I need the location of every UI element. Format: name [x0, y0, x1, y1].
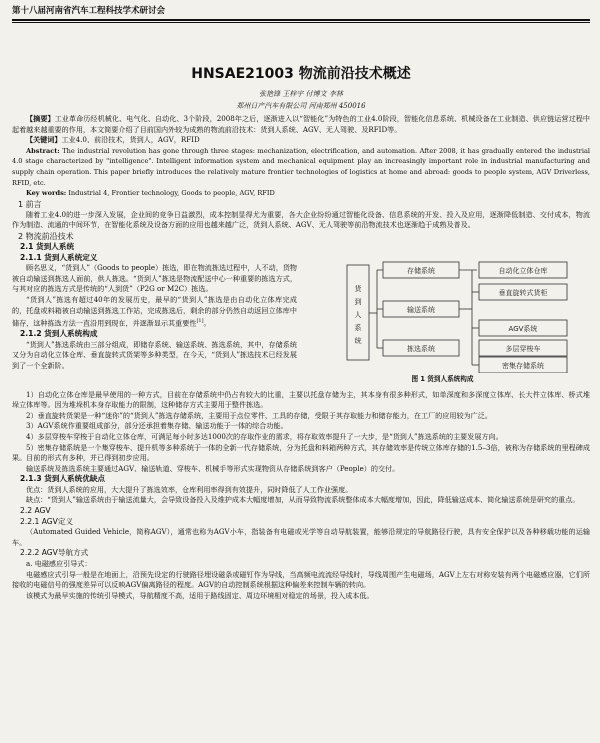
section-1-heading: 1 前言 [18, 199, 42, 209]
keywords-en-label: Key words: [26, 189, 67, 198]
fig-label-shuttle: 多层穿梭车 [505, 344, 541, 353]
keywords-en [12, 188, 590, 199]
fig-label-dense: 密集存储系统 [502, 361, 544, 370]
list-item-2: 2）垂直旋转货架是一种“迷你”的“货到人”拣选存储系统，主要用于点位零件、工具的存储，受限于其存取能力和储存能力，在工厂的应用较为广泛。 [26, 410, 492, 420]
transport-paragraph: 输送系统及拣选系统主要通过AGV、输送轨道、穿梭车、机械手等形式实现物资从存储系统到客户（People）的交付。 [26, 463, 400, 473]
agv-definition-paragraph: （Automated Guided Vehicle，简称AGV），通常也称为AGV小车，指装备有电磁或光学等自动导航装置，能够沿规定的导航路径行驶，具有安全保护以及各种移载功能的运输车。 [12, 527, 590, 547]
fig-root-c5: 统 [354, 336, 362, 345]
list-item-5: 5）密集存储系统是一个集穿梭车、提升机等多种系统于一体的全新一代存储系统，分为托盘和料箱两种方式，其存储效率是传统立体库存储的1.5–3倍，被称为存储系统的里程碑成果。目前的形式有多种，并已得到初步应用。 [12, 442, 590, 463]
figure-1-diagram [297, 253, 588, 373]
section-2-heading: 2 物流前沿技术 [18, 231, 74, 241]
keywords-cn-text: 工业4.0、前沿技术，货到人，AGV，RFID [61, 135, 200, 145]
definition-paragraph-2: “货到人”拣选有超过40年的发展历史，最早的“货到人”拣选是由自动化立体库完成的，托盘或料箱被自动输送到拣选工作站，完成拣选后，剩余的部分仍然自动返回立体库中储存，这种拣选方法一直沿用到现在，并逐渐显示其重要性[1]。 [12, 294, 297, 328]
figure-1 [297, 253, 588, 390]
paper-affiliation: 郑州日产汽车有限公司 河南郑州 450016 [236, 102, 366, 110]
list-item-4: 4）多层穿梭车穿梭于自动化立体仓库，可满足每小时多达1000次的存取作业的需求，将存取效率提升了一大步，是“货到人”拣选系统的主要发展方向。 [26, 431, 503, 441]
running-header: 第十八届河南省汽车工程科技学术研讨会 [12, 6, 166, 16]
definition-paragraph-1: 顾名思义，“货到人”（Goods to people）拣选，即在物流拣选过程中，人不动，货物被自动输送到拣选人面前，供人拣选。“货到人”拣选是物流配送中心一种重要的拣选方式，与其对应的拣选方式是传统的“人到货”（P2G or M2C）拣选。 [12, 263, 298, 294]
definition-column [12, 253, 297, 390]
navigation-paragraph-2: 该模式为最早实施的传统引导模式，导航精度不高，适用于路线固定、周边环境相对稳定的场景，投入成本低。 [26, 590, 374, 600]
abstract-en [12, 146, 590, 188]
navigation-type-a: a. 电磁感应引导式： [26, 559, 92, 569]
figure-1-caption: 图 1 货到人系统构成 [411, 374, 474, 383]
section-2-2-heading: 2.2 AGV [20, 506, 51, 516]
fig-label-picking: 拣选系统 [407, 344, 435, 353]
fig-label-vertical: 垂直旋转式货柜 [498, 288, 548, 297]
section-2-2-1-heading: 2.2.1 AGV定义 [20, 516, 74, 526]
reference-1: [1] [196, 318, 204, 325]
list-item-3: 3）AGV系统作重要组成部分，部分还承担着集存储、输送功能于一体的综合功能。 [26, 421, 288, 431]
fig-root-c1: 货 [354, 284, 362, 293]
definition-figure-row [12, 253, 590, 390]
keywords-cn [12, 135, 590, 146]
keywords-en-text: Industrial 4, Frontier technology, Goods to people, AGV, RFID [68, 189, 275, 198]
disadvantages-label: 缺点： [26, 495, 48, 505]
advantages-label: 优点： [26, 484, 48, 494]
definition-paragraph-2-text: “货到人”拣选有超过40年的发展历史，最早的“货到人”拣选是由自动化立体库完成的，托盘或料箱被自动输送到拣选工作站，完成拣选后，剩余的部分仍然自动返回立体库中储存，这种拣选方法一直沿用到现在，并逐渐显示其重要性 [12, 294, 297, 328]
header-rule-thin [12, 22, 590, 23]
section-2-1-2-heading: 2.1.2 货到人系统构成 [20, 329, 98, 339]
abstract-en-text: The industrial revolution has gone through three stages: mechanization, electrification, and automation. After 2008, it has gradually entered the industrial 4.0 stage characterized by "intelligence". Intelligent information system and mechanical equipment play an increasingly important role in industrial manufacturing and supply chain operation. This paper briefly introduces the relatively mature frontier technologies of logistics at home and abroad: goods to people system, AGV Driverless, RFID, etc. [12, 146, 590, 187]
section-1-paragraph: 随着工业4.0的进一步深入发展，企业间的竞争日益激烈，成本控制显得尤为重要，各大企业纷纷通过智能化设备、信息系统的开发、投入及应用，逐渐降低制造、交付成本，物流作为制造、流通的中间环节，在智能化系统及设备方面的应用也越来越广泛，货到人系统、AGV、无人驾驶等前沿物流技术也逐渐趋于成熟及普及。 [12, 209, 590, 230]
fig-label-transport: 输送系统 [407, 305, 435, 314]
abstract-cn [12, 114, 590, 135]
fig-label-storage: 存储系统 [407, 266, 435, 275]
fig-label-agv: AGV系统 [508, 324, 538, 333]
section-2-2-2-heading: 2.2.2 AGV导航方式 [20, 548, 89, 558]
abstract-cn-text: 工业革命历经机械化、电气化、自动化、3个阶段，2008年之后，逐渐进入以“智能化”为特色的工业4.0阶段，智能化信息系统、机械设备在工业制造、供应链运营过程中起着越来越重要的作用，本文简要介绍了目前国内外较为成熟的物流前沿技术：货到人系统、AGV、无人驾驶、及RFID等。 [12, 114, 590, 134]
section-2-1-heading: 2.1 货到人系统 [20, 241, 75, 251]
paper-authors: 张艳锋 王梓宇 付博文 李林 [259, 90, 343, 98]
disadvantages-paragraph [12, 495, 590, 506]
abstract-cn-label: 【摘要】 [26, 114, 55, 123]
list-item-1: 1）自动化立体仓库是最早使用的一种方式，目前在存储系统中仍占有较大的比重，主要以托盘存储为主，其本身有很多种形式，如单深度和多深度立体库、长大件立体库、桥式堆垛立体库等。因为堆垛机本身存取能力的限制，这种储存方式主要用于整件拣选。 [12, 389, 590, 410]
paper-title: HNSAE21003 物流前沿技术概述 [191, 66, 411, 82]
fig-label-asrs: 自动化立体仓库 [498, 266, 548, 275]
navigation-paragraph-1: 电磁感应式引导一般是在地面上，沿预先设定的行驶路径埋设磁条或磁钉作为导线，当高频电流流经导线时，导线周围产生电磁场，AGV上左右对称安装有两个电磁感应器，它们所接收的电磁信号的强度差异可以反映AGV偏离路径的程度。AGV的自动控制系统根据这种偏差来控制车辆的转向。 [12, 569, 590, 590]
abstract-en-label: Abstract: [26, 146, 60, 155]
advantages-text: 货到人系统的应用，大大提升了拣选效率，仓库利用率得到有效提升，同时降低了人工作业强度。 [47, 484, 353, 494]
keywords-cn-label: 【关键词】 [26, 135, 62, 145]
fig-root-c2: 到 [354, 297, 362, 306]
composition-paragraph: “货到人”拣选系统由三部分组成，即储存系统、输送系统、拣选系统，其中，存储系统又分为自动化立体仓库、垂直旋转式货架等多种类型，在今天，“货到人”拣选技术已经发展到了一个全新阶。 [12, 339, 297, 370]
disadvantages-text: “货到人”输送系统由于输送流量大，会导致设备投入及维护成本大幅度增加，从而导致物流系统整体成本大幅度增加，因此，降低输送成本、简化输送系统是研究的重点。 [47, 495, 580, 505]
section-2-1-3-heading: 2.1.3 货到人系统优缺点 [20, 474, 106, 484]
fig-root-c3: 人 [354, 310, 362, 319]
header-rule [12, 19, 590, 21]
advantages-paragraph [12, 485, 590, 496]
fig-root-c4: 系 [354, 323, 362, 332]
section-2-1-1-heading: 2.1.1 货到人系统定义 [20, 252, 98, 262]
